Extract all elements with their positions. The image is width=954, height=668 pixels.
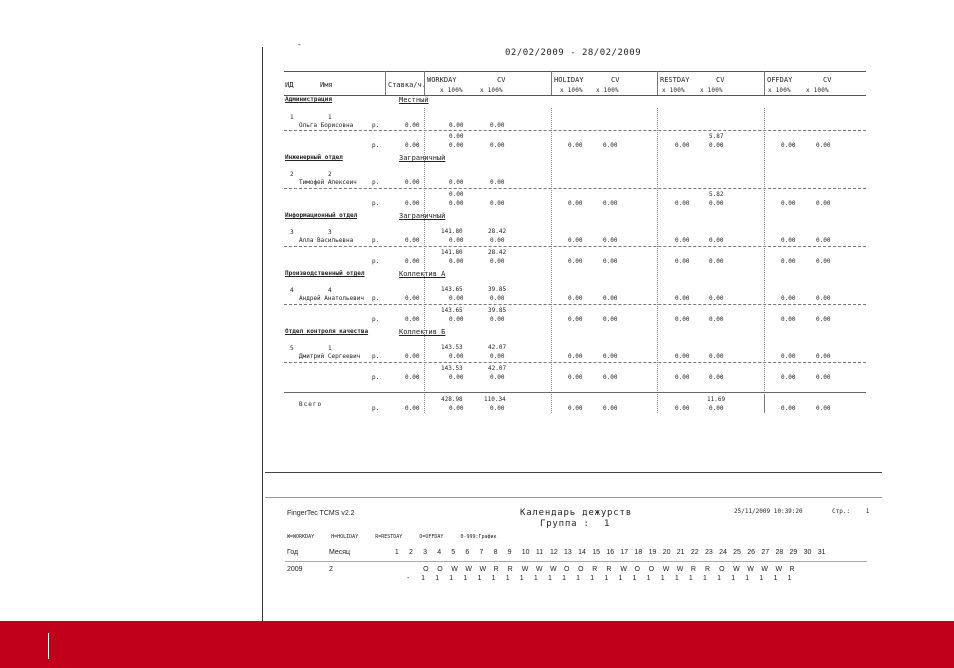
day-code: W (676, 566, 684, 573)
value: 0.00 (405, 200, 420, 207)
day-number: 26 (747, 549, 756, 556)
legend-item: H=HOLIDAY (331, 534, 359, 540)
col-header-restday: RESTDAY (660, 76, 690, 84)
day-number: 4 (437, 549, 442, 556)
value: 0.00 (405, 237, 420, 244)
group-label: Группа : (540, 519, 590, 529)
value: 0.00 (675, 295, 690, 302)
day-number: 21 (676, 549, 685, 556)
col-header-holiday: HOLIDAY (554, 76, 584, 84)
value: 0.00 (490, 122, 505, 129)
value: 0.00 (709, 200, 724, 207)
value: 0.00 (449, 179, 464, 186)
value: 0.00 (709, 374, 724, 381)
value: 0.00 (449, 122, 464, 129)
day-code: R (493, 566, 499, 573)
column-separator (424, 71, 425, 95)
value: 0.00 (405, 353, 420, 360)
calendar-rule (285, 561, 867, 562)
value: 5.82 (709, 191, 724, 198)
day-code: O (437, 566, 443, 573)
day-number: 18 (634, 549, 643, 556)
total-value: 0.00 (603, 405, 618, 412)
col-header-restday-cv: CV (716, 76, 725, 84)
day-number: 8 (493, 549, 498, 556)
day-code: W (479, 566, 487, 573)
group-title: Местный (399, 96, 429, 104)
group-title: Коллектив Б (399, 328, 446, 336)
value: 42.07 (488, 365, 507, 372)
year-value: 2009 (287, 566, 303, 573)
value: 0.00 (603, 258, 618, 265)
employee-name: Алла Васильевна (299, 237, 354, 244)
day-schedule: 1 (759, 575, 764, 582)
value: 0.00 (405, 295, 420, 302)
value: 0.00 (816, 258, 831, 265)
total-value: 11.69 (707, 396, 726, 403)
value: 141.80 (441, 228, 463, 235)
total-value: 0.00 (405, 405, 420, 412)
app-name: FingerTec TCMS v2.2 (287, 510, 355, 517)
value: 0.00 (568, 142, 583, 149)
value: 0.00 (781, 374, 796, 381)
value: 0.00 (490, 295, 505, 302)
value: 0.00 (781, 200, 796, 207)
value: 0.00 (568, 316, 583, 323)
day-number: 11 (535, 549, 544, 556)
day-number: 9 (507, 549, 512, 556)
column-separator (551, 108, 552, 413)
day-schedule: 1 (674, 575, 679, 582)
rub-label: р. (372, 316, 380, 323)
day-number: 14 (578, 549, 586, 556)
day-number: 12 (549, 549, 558, 556)
total-value: 0.00 (816, 405, 831, 412)
col-header-workday: WORKDAY (427, 76, 457, 84)
day-code: W (549, 566, 557, 573)
day-number: 25 (733, 549, 741, 556)
value: 0.00 (709, 295, 724, 302)
value: 0.00 (449, 374, 464, 381)
value: 141.80 (441, 249, 463, 256)
year-header: Год (287, 549, 299, 556)
group-value: 1 (603, 519, 611, 529)
day-code: R (690, 566, 696, 573)
rub-label: р. (372, 122, 380, 129)
value: 0.00 (675, 258, 690, 265)
day-code: O (719, 566, 725, 573)
dept-title: Инженерный отдел (285, 154, 343, 161)
day-schedule: 1 (547, 575, 552, 582)
column-separator (657, 71, 658, 95)
value: 0.00 (603, 200, 618, 207)
value: 0.00 (405, 374, 420, 381)
print-datetime: 25/11/2009 10:39:20 (734, 508, 803, 515)
day-schedule: - (407, 575, 410, 582)
day-code: W (775, 566, 783, 573)
day-number: 30 (803, 549, 812, 556)
value: 0.00 (568, 200, 583, 207)
column-separator (657, 108, 658, 413)
day-number: 1 (394, 549, 399, 556)
day-number: 29 (789, 549, 798, 556)
rub-label: р. (372, 405, 380, 412)
day-schedule: 1 (519, 575, 524, 582)
col-header-workday-cv: CV (497, 76, 506, 84)
document-left-border (262, 47, 263, 621)
row-separator (284, 188, 866, 189)
day-schedules (393, 575, 830, 582)
value: 0.00 (709, 258, 724, 265)
value: 0.00 (816, 316, 831, 323)
day-code: O (564, 566, 570, 573)
day-code: W (521, 566, 529, 573)
value: 0.00 (675, 200, 690, 207)
day-number: 3 (423, 549, 427, 556)
value: 0.00 (490, 200, 505, 207)
day-number: 15 (592, 549, 601, 556)
day-schedule: 1 (731, 575, 736, 582)
value: 143.53 (441, 365, 463, 372)
day-number: 10 (521, 549, 530, 556)
header-bottom-rule (284, 95, 866, 96)
day-code: R (704, 566, 711, 573)
col-header-name: Имя (320, 81, 333, 89)
col-sub-x100: x 100% (440, 87, 463, 94)
value: 0.00 (781, 295, 796, 302)
report-period: 02/02/2009 - 28/02/2009 (505, 48, 642, 58)
value: 0.00 (816, 237, 831, 244)
value: 0.00 (568, 295, 583, 302)
day-code: W (451, 566, 458, 573)
value: 0.00 (781, 353, 796, 360)
day-code: R (592, 566, 598, 573)
employee-name: Тимофей Алексеич (299, 179, 357, 186)
value: 0.00 (449, 353, 464, 360)
day-number: 7 (479, 549, 484, 556)
day-schedule: 1 (505, 575, 510, 582)
col-sub-x100: x 100% (596, 87, 619, 94)
value: 0.00 (781, 237, 796, 244)
day-schedule: 1 (449, 575, 454, 582)
row-separator (284, 304, 866, 305)
day-schedule: 1 (533, 575, 538, 582)
employee-id: 1 (290, 114, 294, 121)
day-number: 28 (775, 549, 784, 556)
total-value: 0.00 (449, 405, 464, 412)
value: 0.00 (709, 237, 724, 244)
value: 0.00 (675, 142, 690, 149)
calendar-data-row (287, 566, 832, 573)
value: 0.00 (405, 179, 420, 186)
day-code: W (535, 566, 543, 573)
employee-name: Ольга Борисовна (299, 122, 354, 129)
value: 0.00 (675, 374, 690, 381)
footer-divider (48, 633, 49, 659)
day-schedule: 1 (463, 575, 468, 582)
calendar-title: Календарь дежурств (520, 508, 632, 518)
day-number: 16 (606, 549, 615, 556)
value: 0.00 (490, 142, 505, 149)
day-schedule: 1 (604, 575, 609, 582)
day-schedule: 1 (421, 575, 426, 582)
value: 0.00 (449, 316, 464, 323)
value: 0.00 (490, 258, 505, 265)
value: 0.00 (490, 374, 505, 381)
day-code: O (634, 566, 640, 573)
day-code: O (423, 566, 429, 573)
day-number: 19 (648, 549, 657, 556)
month-value: 2 (328, 566, 333, 573)
value: 39.85 (488, 286, 507, 293)
row-separator (284, 130, 866, 131)
value: 0.00 (568, 258, 583, 265)
col-header-offday-cv: CV (823, 76, 832, 84)
total-value: 0.00 (568, 405, 583, 412)
value: 0.00 (781, 316, 796, 323)
col-header-id: ИД (285, 81, 294, 89)
value: 0.00 (816, 295, 831, 302)
calendar-group (540, 519, 610, 529)
day-number: 24 (719, 549, 727, 556)
group-title: Заграничный (399, 212, 446, 220)
day-code: O (648, 566, 655, 573)
legend-item: 0-999:График (460, 534, 497, 540)
day-schedule: 1 (787, 575, 792, 582)
day-schedule: 1 (491, 575, 496, 582)
value: 0.00 (603, 353, 618, 360)
value: 0.00 (603, 142, 618, 149)
col-sub-x100: x 100% (560, 87, 583, 94)
value: 0.00 (449, 200, 464, 207)
value: 28.42 (488, 228, 507, 235)
value: 0.00 (781, 142, 796, 149)
corner-mark: - (297, 40, 302, 49)
employee-name: Дмитрий Сергеевич (299, 353, 361, 360)
value: 143.65 (441, 286, 463, 293)
employee-id: 3 (290, 229, 294, 236)
total-value: 0.00 (490, 405, 505, 412)
day-schedule: 1 (660, 575, 665, 582)
group-title: Заграничный (399, 154, 446, 162)
rub-label: р. (372, 200, 380, 207)
day-code: R (606, 566, 612, 573)
dept-title: Информационный отдел (285, 212, 358, 219)
employee-code: 4 (328, 287, 332, 294)
column-separator (764, 394, 765, 412)
value: 0.00 (405, 316, 420, 323)
legend-item: W=WORKDAY (287, 534, 315, 540)
rub-label: р. (372, 258, 380, 265)
value: 0.00 (816, 200, 831, 207)
day-schedule: 1 (646, 575, 651, 582)
dept-title: Производственный отдел (285, 270, 365, 277)
value: 0.00 (603, 295, 618, 302)
day-code: W (761, 566, 768, 573)
value: 39.85 (488, 307, 507, 314)
total-label: Всего (299, 401, 323, 408)
value: 0.00 (675, 316, 690, 323)
legend-item: O=OFFDAY (419, 534, 444, 540)
col-sub-x100: x 100% (768, 87, 791, 94)
value: 0.00 (449, 133, 464, 140)
day-code: W (465, 566, 472, 573)
month-header: Месяц (328, 549, 351, 556)
day-number: 20 (662, 549, 671, 556)
legend-item: R=RESTDAY (375, 534, 403, 540)
employee-code: 1 (328, 114, 332, 121)
value: 0.00 (816, 142, 831, 149)
day-schedule: 1 (688, 575, 693, 582)
calendar-header-row (287, 549, 832, 556)
value: 0.00 (675, 237, 690, 244)
col-sub-x100: x 100% (480, 87, 503, 94)
day-schedule: 1 (773, 575, 778, 582)
total-value: 110.34 (484, 396, 506, 403)
day-schedule: 1 (703, 575, 707, 582)
value: 0.00 (405, 258, 420, 265)
value: 0.00 (405, 122, 420, 129)
value: 0.00 (603, 237, 618, 244)
column-separator (764, 108, 765, 413)
report-divider (265, 497, 882, 498)
total-value: 428.98 (441, 396, 463, 403)
value: 0.00 (675, 353, 690, 360)
value: 28.42 (488, 249, 507, 256)
total-value: 0.00 (709, 405, 724, 412)
value: 0.00 (449, 258, 464, 265)
value: 0.00 (568, 237, 583, 244)
page-indicator (832, 508, 869, 515)
value: 0.00 (490, 316, 505, 323)
employee-name: Андрей Анатольевич (299, 295, 365, 302)
day-schedule: 1 (562, 575, 566, 582)
employee-id: 2 (290, 171, 294, 178)
column-separator (764, 71, 765, 95)
day-schedule: 1 (576, 575, 581, 582)
day-number: 2 (409, 549, 413, 556)
day-number: 31 (817, 549, 826, 556)
day-number: 6 (465, 549, 470, 556)
col-sub-x100: x 100% (806, 87, 829, 94)
value: 0.00 (490, 353, 505, 360)
day-code: W (747, 566, 754, 573)
value: 0.00 (709, 353, 724, 360)
footer-bar (0, 621, 954, 668)
total-value: 0.00 (781, 405, 796, 412)
day-schedule: 1 (618, 575, 623, 582)
page-value: 1 (865, 508, 870, 515)
dept-title: Отдел контроля качества (285, 328, 369, 335)
day-number: 5 (451, 549, 456, 556)
value: 5.87 (709, 133, 724, 140)
day-numbers (395, 549, 832, 556)
value: 0.00 (490, 237, 505, 244)
day-code: R (789, 566, 795, 573)
total-rule (284, 392, 866, 393)
report-divider (265, 472, 882, 473)
rub-label: р. (372, 295, 380, 302)
day-schedule: 1 (717, 575, 722, 582)
value: 0.00 (568, 374, 583, 381)
day-number: 22 (690, 549, 699, 556)
rub-label: р. (372, 237, 380, 244)
value: 42.07 (488, 344, 507, 351)
day-number: 23 (704, 549, 713, 556)
day-number: 13 (564, 549, 572, 556)
employee-code: 2 (328, 171, 332, 178)
day-code: W (662, 566, 670, 573)
day-schedule: 1 (477, 575, 482, 582)
value: 0.00 (490, 179, 505, 186)
day-schedule: 1 (632, 575, 637, 582)
value: 143.53 (441, 344, 463, 351)
day-number: 27 (761, 549, 770, 556)
value: 143.65 (441, 307, 463, 314)
employee-id: 5 (290, 345, 294, 352)
column-separator (551, 71, 552, 95)
value: 0.00 (816, 374, 831, 381)
value: 0.00 (449, 191, 464, 198)
col-header-rate: Ставка/ч. (388, 81, 426, 89)
col-header-offday: OFFDAY (767, 76, 793, 84)
value: 0.00 (405, 142, 420, 149)
day-code: R (507, 566, 513, 573)
employee-id: 4 (290, 287, 294, 294)
value: 0.00 (603, 316, 618, 323)
day-codes (395, 566, 832, 573)
value: 0.00 (568, 353, 583, 360)
calendar-legend (287, 534, 497, 540)
day-code: W (733, 566, 740, 573)
header-top-rule (284, 71, 866, 72)
value: 0.00 (816, 353, 831, 360)
column-separator (385, 71, 386, 95)
rub-label: р. (372, 374, 380, 381)
employee-code: 3 (328, 229, 332, 236)
group-title: Коллектив А (399, 270, 446, 278)
day-code: O (578, 566, 584, 573)
rub-label: р. (372, 142, 380, 149)
day-code: W (620, 566, 628, 573)
rub-label: р. (372, 179, 380, 186)
rub-label: р. (372, 353, 380, 360)
col-sub-x100: x 100% (662, 87, 685, 94)
value: 0.00 (449, 142, 464, 149)
col-header-holiday-cv: CV (611, 76, 620, 84)
total-value: 0.00 (675, 405, 690, 412)
day-schedule: 1 (435, 575, 440, 582)
day-schedule: 1 (590, 575, 595, 582)
page-label: Стр.: (832, 508, 851, 515)
row-separator (284, 362, 866, 363)
value: 0.00 (603, 374, 618, 381)
calendar-schedule-row (287, 575, 830, 582)
value: 0.00 (449, 295, 464, 302)
value: 0.00 (709, 142, 724, 149)
col-sub-x100: x 100% (700, 87, 723, 94)
day-schedule: 1 (745, 575, 750, 582)
day-number: 17 (620, 549, 629, 556)
employee-code: 1 (328, 345, 332, 352)
value: 0.00 (709, 316, 724, 323)
value: 0.00 (449, 237, 464, 244)
row-separator (284, 246, 866, 247)
dept-title: Администрация (285, 96, 332, 103)
value: 0.00 (781, 258, 796, 265)
